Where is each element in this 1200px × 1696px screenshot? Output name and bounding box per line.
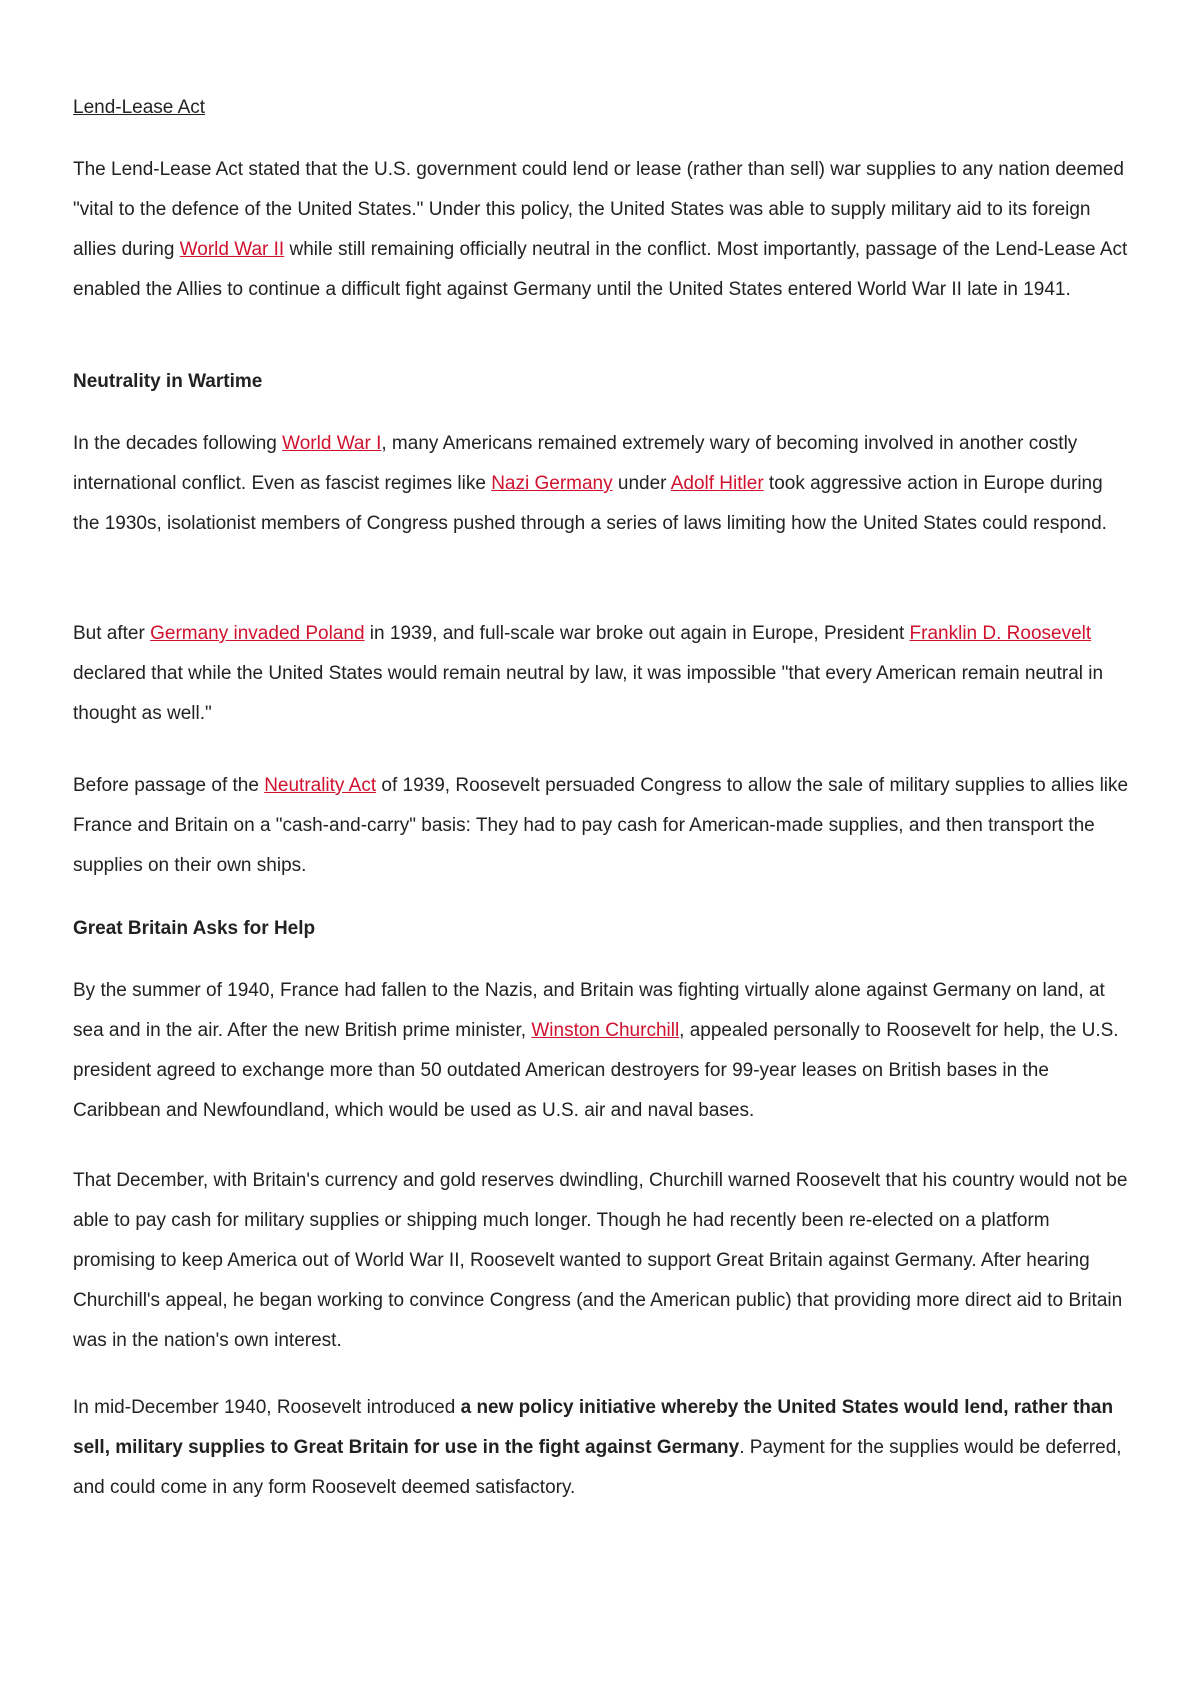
heading-great-britain-asks-for-help: Great Britain Asks for Help — [73, 918, 316, 939]
paragraph-intro — [73, 150, 1133, 310]
text: The Lend-Lease Act stated that the U.S. government could lend or lease (rather than sell) war supplies to any nation deemed "vital to the defence of the United States." Under this policy, the United States was able to supply military aid to its foreign allies during — [73, 159, 1124, 260]
bold-policy-text: a new policy initiative whereby the United States would lend, rather than sell, military supplies to Great Britain for use in the fight against Germany — [73, 1397, 1114, 1458]
paragraph-that-december: That December, with Britain's currency and gold reserves dwindling, Churchill warned Roosevelt that his country would not be able to pay cash for military supplies or shipping much longer. Though he had recently been re-elected on a platform promising to keep America out of World War II, Roosevelt wanted to support Great Britain against Germany. After hearing Churchill's appeal, he began working to convince Congress (and the American public) that providing more direct aid to Britain was in the nation's own interest. — [73, 1170, 1128, 1351]
paragraph-mid-december — [73, 1388, 1133, 1508]
text: By the summer of 1940, France had fallen to the Nazis, and Britain was fighting virtually alone against Germany on land, at sea and in the air. After the new British prime minister, — [73, 980, 1105, 1041]
text: under — [612, 473, 671, 494]
text: Before passage of the — [73, 775, 265, 796]
text: . Payment for the supplies would be deferred, and could come in any form Roosevelt deemed satisfactory. — [73, 1437, 1122, 1498]
text: , many Americans remained extremely wary of becoming involved in another costly international conflict. Even as fascist regimes like — [73, 433, 1078, 494]
text: But after — [73, 623, 151, 644]
text: declared that while the United States would remain neutral by law, it was impossible "that every American remain neutral in thought as well." — [73, 663, 1104, 724]
link-world-war-i[interactable]: World War I — [282, 433, 382, 454]
paragraph-summer-1940 — [73, 971, 1133, 1131]
link-adolf-hitler[interactable]: Adolf Hitler — [670, 473, 764, 494]
document-title: Lend-Lease Act — [73, 97, 206, 118]
link-nazi-germany[interactable]: Nazi Germany — [491, 473, 613, 494]
link-neutrality-act[interactable]: Neutrality Act — [264, 775, 377, 796]
text: took aggressive action in Europe during the 1930s, isolationist members of Congress pushed through a series of laws limiting how the United States could respond. — [73, 473, 1107, 534]
paragraph-neutrality-act — [73, 766, 1133, 886]
text: while still remaining officially neutral in the conflict. Most importantly, passage of the Lend-Lease Act enabled the Allies to continue a difficult fight against Germany until the United States entered World War II late in 1941. — [73, 239, 1128, 300]
paragraph-roosevelt-neutral — [73, 614, 1133, 734]
link-franklin-d-roosevelt[interactable]: Franklin D. Roosevelt — [909, 623, 1092, 644]
paragraph-neutrality — [73, 424, 1133, 544]
text: , appealed personally to Roosevelt for help, the U.S. president agreed to exchange more than 50 outdated American destroyers for 99-year leases on British bases in the Caribbean and Newfoundland, which would be used as U.S. air and naval bases. — [73, 1020, 1119, 1121]
link-winston-churchill[interactable]: Winston Churchill — [531, 1020, 680, 1041]
heading-neutrality-in-wartime: Neutrality in Wartime — [73, 371, 263, 392]
text: In mid-December 1940, Roosevelt introduced — [73, 1397, 461, 1418]
link-germany-invaded-poland[interactable]: Germany invaded Poland — [150, 623, 365, 644]
text: of 1939, Roosevelt persuaded Congress to allow the sale of military supplies to allies like France and Britain on a "cash-and-carry" basis: They had to pay cash for American-made supplies, and then transport the supplies on their own ships. — [73, 775, 1129, 876]
text: In the decades following — [73, 433, 283, 454]
text: in 1939, and full-scale war broke out again in Europe, President — [364, 623, 910, 644]
link-world-war-ii[interactable]: World War II — [179, 239, 285, 260]
